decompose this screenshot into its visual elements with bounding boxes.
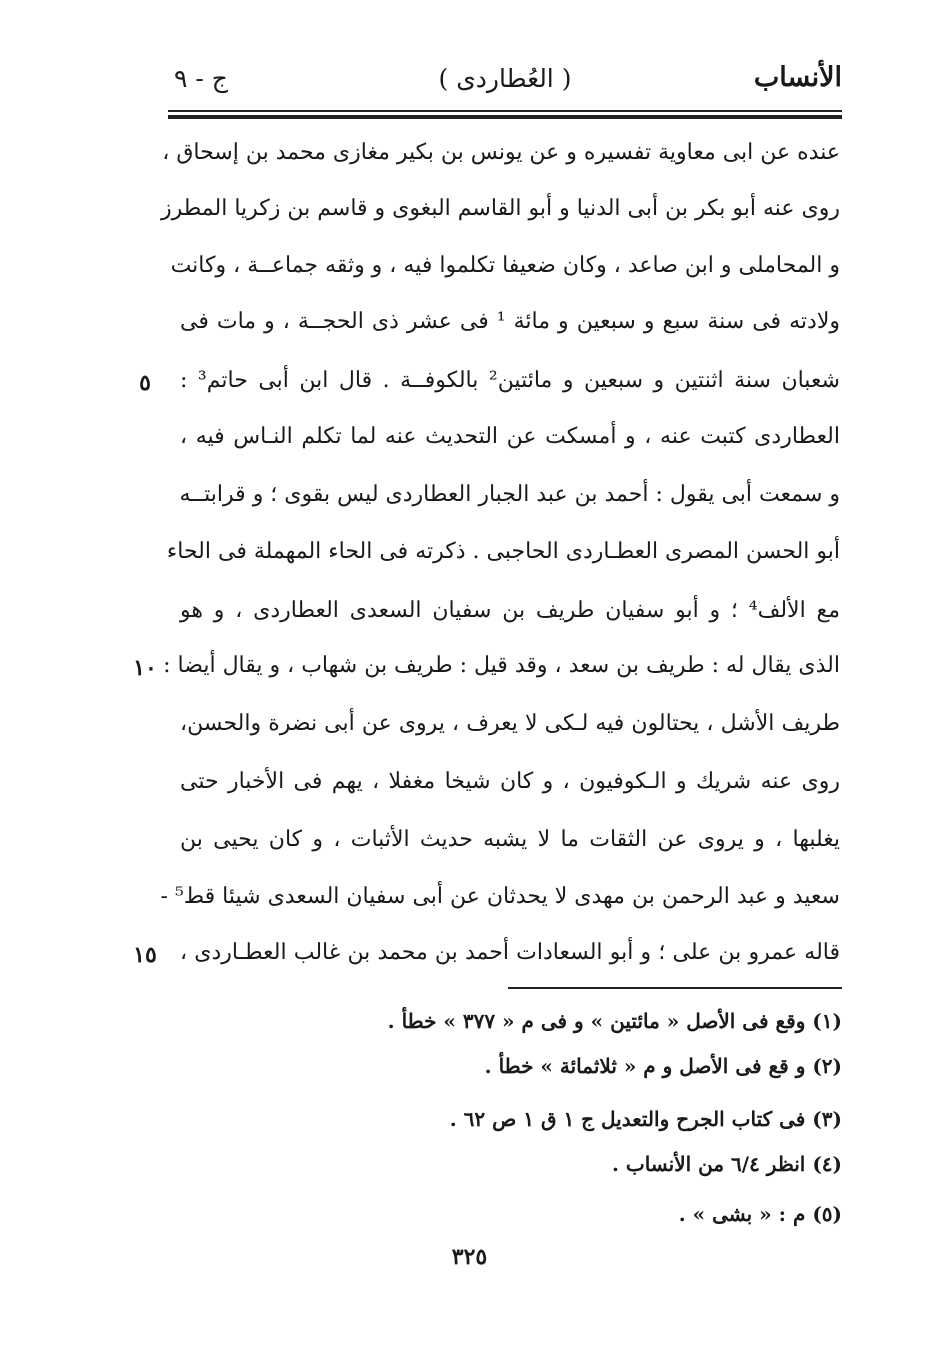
footnote-2: (٢) و قع فى الأصل و م « ثلاثمائة » خطأ .	[484, 1054, 842, 1078]
footnote-4: (٤) انظر ٦/٤ من الأنساب .	[611, 1152, 842, 1176]
text-line: أبو الحسن المصرى العطـاردى الحاجبى . ذكرته فى الحاء المهملة فى الحاء	[166, 539, 840, 564]
text-line: روى عنه أبو بكر بن أبى الدنيا و أبو القاسم البغوى و قاسم بن زكريا المطرز	[160, 196, 840, 221]
line-number-10: ١٠	[133, 655, 157, 681]
text-line: ولادته فى سنة سبع و سبعين و مائة ¹ فى عشر ذى الحجــة ، و مات فى	[180, 309, 840, 334]
header-volume: ج - ٩	[174, 64, 228, 93]
text-line: يغلبها ، و يروى عن الثقات ما لا يشبه حديث الأثبات ، و كان يحيى بن	[180, 827, 840, 852]
text-line: طريف الأشل ، يحتالون فيه لـكى لا يعرف ، يروى عن أبى نضرة والحسن،	[180, 711, 840, 736]
text-line: مع الألف⁴ ؛ و أبو سفيان طريف بن سفيان السعدى العطاردى ، و هو	[180, 598, 840, 623]
header-rule-thick	[168, 115, 842, 119]
text-line: قاله عمرو بن على ؛ و أبو السعادات أحمد بن محمد بن غالب العطـاردى ،	[180, 940, 840, 965]
footnote-1: (١) وقع فى الأصل « مائتين » و فى م « ٣٧٧ » خطأ .	[387, 1009, 842, 1033]
text-line: روى عنه شريك و الـكوفيون ، و كان شيخا مغفلا ، يهم فى الأخبار حتى	[180, 769, 840, 794]
text-line: سعيد و عبد الرحمن بن مهدى لا يحدثان عن أبى سفيان السعدى شيئا قط⁵ -	[160, 884, 840, 909]
line-number-5: ٥	[139, 370, 151, 396]
header-entry-title: ( العُطاردى )	[438, 64, 572, 93]
text-line: عنده عن ابى معاوية تفسيره و عن يونس بن بكير مغازى محمد بن إسحاق ،	[162, 140, 840, 165]
text-line: شعبان سنة اثنتين و سبعين و مائتين² بالكوفــة . قال ابن أبى حاتم³ :	[180, 368, 840, 393]
footnote-3: (٣) فى كتاب الجرح والتعديل ج ١ ق ١ ص ٦٢ .	[449, 1107, 842, 1131]
text-line: الذى يقال له : طريف بن سعد ، وقد قيل : طريف بن شهاب ، و يقال أيضا :	[163, 653, 840, 678]
header-book-title: الأنساب	[753, 62, 842, 93]
footnote-separator	[508, 987, 842, 989]
page-number: ٣٢٥	[451, 1244, 488, 1270]
footnote-5: (٥) م : « بشى » .	[678, 1202, 842, 1226]
text-line: العطاردى كتبت عنه ، و أمسكت عن التحديث عنه لما تكلم النـاس فيه ،	[180, 424, 840, 449]
page-header	[168, 62, 842, 102]
text-line: و المحاملى و ابن صاعد ، وكان ضعيفا تكلموا فيه ، و وثقه جماعــة ، وكانت	[170, 253, 840, 278]
text-line: و سمعت أبى يقول : أحمد بن عبد الجبار العطاردى ليس بقوى ؛ و قرابتــه	[179, 482, 840, 507]
line-number-15: ١٥	[133, 942, 157, 968]
header-rule-thin	[168, 110, 842, 112]
